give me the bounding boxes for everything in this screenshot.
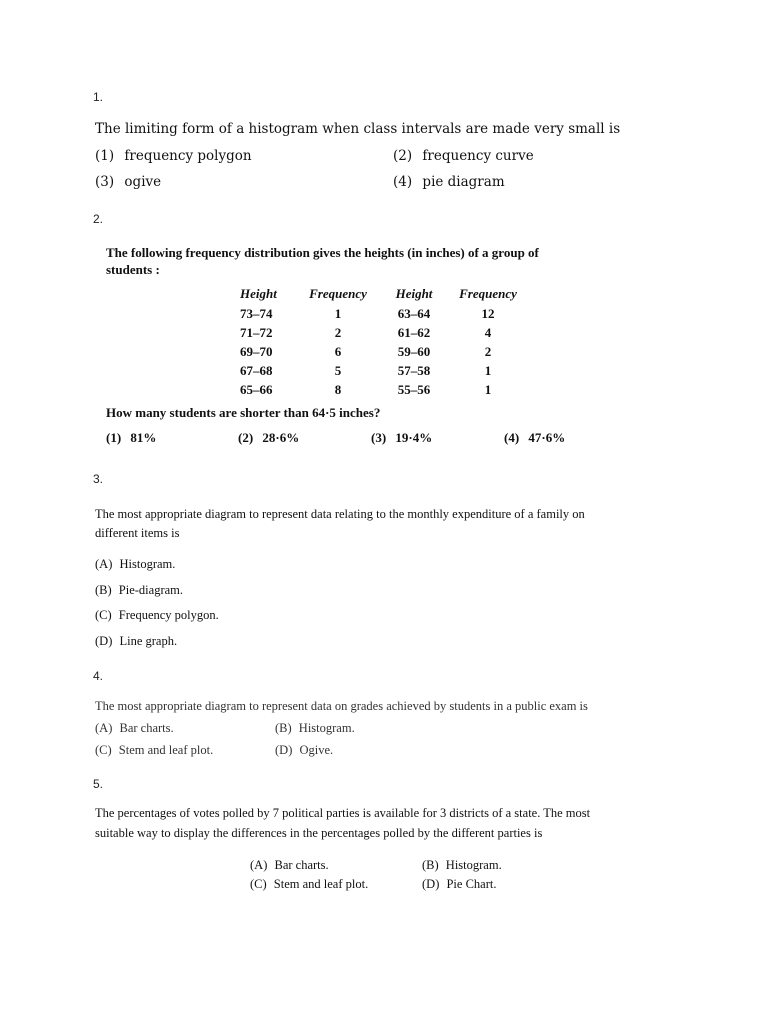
option-label: (2): [393, 148, 413, 164]
option-label: (B): [422, 858, 439, 872]
question-3-option-c: [95, 608, 219, 623]
option-text: Line graph.: [119, 634, 178, 648]
table-cell: 1: [484, 381, 492, 397]
question-3-number: 3.: [93, 472, 104, 486]
option-label: (3): [371, 430, 387, 445]
option-text: Pie Chart.: [446, 877, 497, 891]
question-2-prompt: How many students are shorter than 64·5 inches?: [106, 405, 381, 420]
table-cell: 1: [334, 305, 342, 321]
option-text: Stem and leaf plot.: [118, 743, 214, 757]
option-text: frequency polygon: [124, 148, 252, 164]
option-label: (B): [275, 721, 292, 735]
option-text: Histogram.: [298, 721, 355, 735]
table-cell: 59–60: [397, 343, 431, 359]
question-3-stem-line-1: The most appropriate diagram to represent data relating to the monthly expenditure of a family on: [95, 507, 585, 521]
option-label: (A): [95, 721, 113, 735]
height-frequency-table: [236, 284, 534, 399]
question-2-option-1: [106, 430, 156, 446]
option-text: 19·4%: [395, 430, 433, 445]
option-text: Bar charts.: [119, 721, 174, 735]
question-4-stem: The most appropriate diagram to represent data on grades achieved by students in a public exam is: [95, 699, 588, 713]
option-label: (2): [238, 430, 254, 445]
option-label: (4): [393, 174, 413, 190]
option-label: (C): [95, 608, 112, 622]
table-row: [236, 342, 534, 361]
question-2-option-3: [371, 430, 432, 446]
table-cell: 69–70: [240, 343, 273, 359]
option-text: Histogram.: [119, 557, 176, 571]
question-4-number: 4.: [93, 669, 104, 683]
option-text: 28·6%: [262, 430, 300, 445]
table-cell: 8: [334, 381, 342, 397]
question-4-option-d: [275, 743, 333, 758]
option-label: (1): [106, 430, 122, 445]
table-cell: 57–58: [397, 362, 431, 378]
option-label: (3): [95, 174, 115, 190]
table-row: [236, 361, 534, 380]
table-cell: 55–56: [397, 381, 431, 397]
table-cell: 1: [484, 362, 492, 378]
question-5-option-c: [250, 877, 368, 892]
option-label: (B): [95, 583, 112, 597]
question-4-option-b: [275, 721, 355, 736]
table-header: Height: [240, 286, 277, 301]
option-label: (A): [95, 557, 113, 571]
option-text: 47·6%: [528, 430, 566, 445]
question-5-stem-line-2: suitable way to display the differences in the percentages polled by the different parties is: [95, 826, 543, 840]
question-1-option-4: [393, 174, 505, 190]
option-text: Frequency polygon.: [118, 608, 219, 622]
question-2-number: 2.: [93, 212, 104, 226]
option-text: Bar charts.: [274, 858, 329, 872]
question-3-stem-line-2: different items is: [95, 526, 180, 540]
table-cell: 65–66: [240, 381, 273, 397]
option-label: (4): [504, 430, 520, 445]
question-5-option-a: [250, 858, 329, 873]
table-row: [236, 323, 534, 342]
option-text: pie diagram: [422, 174, 505, 190]
question-1-option-1: [95, 148, 252, 164]
question-3-option-a: [95, 557, 175, 572]
table-cell: 67–68: [240, 362, 273, 378]
table-cell: 12: [481, 305, 495, 321]
table-cell: 5: [334, 362, 342, 378]
option-text: Ogive.: [299, 743, 334, 757]
question-1-option-3: [95, 174, 161, 190]
option-text: Histogram.: [445, 858, 502, 872]
question-2-option-4: [504, 430, 565, 446]
table-cell: 71–72: [240, 324, 273, 340]
question-1-number: 1.: [93, 90, 104, 104]
option-label: (D): [275, 743, 293, 757]
option-label: (C): [95, 743, 112, 757]
question-2-option-2: [238, 430, 299, 446]
question-2-stem-line-2: students :: [106, 262, 160, 277]
table-cell: 4: [484, 324, 492, 340]
table-row: [236, 304, 534, 323]
option-text: Stem and leaf plot.: [273, 877, 369, 891]
table-header-row: [236, 284, 534, 304]
question-4-option-c: [95, 743, 213, 758]
table-header: Frequency: [459, 286, 517, 301]
table-cell: 2: [484, 343, 492, 359]
option-text: Pie-diagram.: [118, 583, 184, 597]
option-text: ogive: [124, 174, 162, 190]
table-cell: 6: [334, 343, 342, 359]
question-5-option-b: [422, 858, 502, 873]
table-cell: 63–64: [397, 305, 431, 321]
question-3-option-b: [95, 583, 183, 598]
table-cell: 61–62: [397, 324, 431, 340]
option-text: frequency curve: [422, 148, 534, 164]
question-4-option-a: [95, 721, 174, 736]
question-5-stem-line-1: The percentages of votes polled by 7 political parties is available for 3 districts of a state. The most: [95, 806, 591, 820]
question-1-option-2: [393, 148, 534, 164]
question-2-stem-line-1: The following frequency distribution gives the heights (in inches) of a group of: [106, 245, 539, 260]
question-3-option-d: [95, 634, 177, 649]
table-header: Height: [395, 286, 433, 301]
table-cell: 73–74: [240, 305, 273, 321]
option-label: (1): [95, 148, 115, 164]
table-row: [236, 380, 534, 399]
table-cell: 2: [334, 324, 342, 340]
question-5-option-d: [422, 877, 496, 892]
question-5-number: 5.: [93, 777, 104, 791]
option-label: (D): [422, 877, 440, 891]
option-label: (D): [95, 634, 113, 648]
option-label: (C): [250, 877, 267, 891]
table-header: Frequency: [309, 286, 367, 301]
question-1-stem: The limiting form of a histogram when class intervals are made very small is: [95, 121, 621, 137]
option-label: (A): [250, 858, 268, 872]
option-text: 81%: [130, 430, 157, 445]
